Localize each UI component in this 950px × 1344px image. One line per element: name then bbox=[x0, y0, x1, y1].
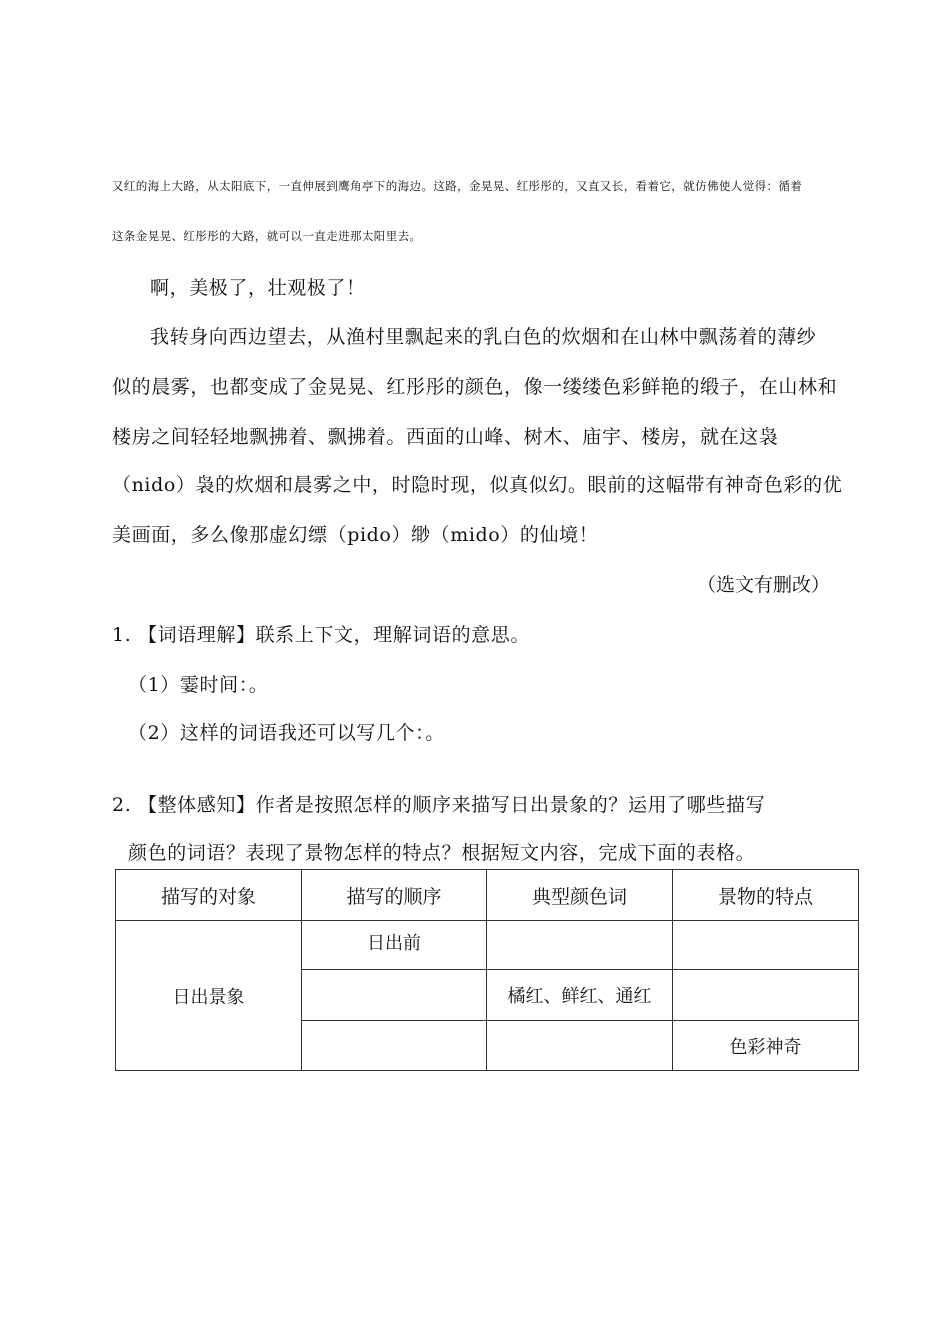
table-row bbox=[116, 921, 859, 970]
cell-order bbox=[302, 1021, 487, 1071]
cell-object: 日出景象 bbox=[116, 921, 302, 1071]
cell-color bbox=[487, 1021, 673, 1071]
passage-para-line-3: 楼房之间轻轻地飘拂着、飘拂着。西面的山峰、树木、庙宇、楼房，就在这袅 bbox=[112, 426, 779, 448]
cell-feature bbox=[673, 970, 859, 1021]
passage-small-line-1: 又红的海上大路，从太阳底下，一直伸展到鹰角亭下的海边。这路，金晃晃、红彤彤的，又直又长，看着它，就仿佛使人觉得：循着 bbox=[112, 179, 803, 193]
header-object: 描写的对象 bbox=[116, 870, 302, 921]
header-color: 典型颜色词 bbox=[487, 870, 673, 921]
passage-para-line-5: 美画面，多么像那虚幻缥（pido）缈（mido）的仙境！ bbox=[112, 524, 599, 546]
question-1-title: 1. 【词语理解】联系上下文，理解词语的意思。 bbox=[112, 624, 530, 646]
cell-feature bbox=[673, 921, 859, 970]
table-header-row bbox=[116, 870, 859, 921]
cell-feature: 色彩神奇 bbox=[673, 1021, 859, 1071]
question-1-sub-2: （2）这样的词语我还可以写几个：。 bbox=[128, 722, 445, 744]
cell-order: 日出前 bbox=[302, 921, 487, 970]
header-order: 描写的顺序 bbox=[302, 870, 487, 921]
cell-order bbox=[302, 970, 487, 1021]
question-1-sub-1: （1）霎时间：。 bbox=[128, 674, 269, 696]
question-2-line-2: 颜色的词语？表现了景物怎样的特点？根据短文内容，完成下面的表格。 bbox=[128, 842, 756, 864]
cell-color: 橘红、鲜红、通红 bbox=[487, 970, 673, 1021]
cell-color bbox=[487, 921, 673, 970]
passage-para-line-4: （nido）袅的炊烟和晨雾之中，时隐时现，似真似幻。眼前的这幅带有神奇色彩的优 bbox=[112, 474, 843, 496]
passage-para-line-2: 似的晨雾，也都变成了金晃晃、红彤彤的颜色，像一缕缕色彩鲜艳的缎子，在山林和 bbox=[112, 376, 838, 398]
answer-table bbox=[115, 869, 859, 1071]
passage-small-line-2: 这条金晃晃、红彤彤的大路，就可以一直走进那太阳里去。 bbox=[112, 229, 422, 243]
header-feature: 景物的特点 bbox=[673, 870, 859, 921]
passage-exclaim: 啊，美极了，壮观极了！ bbox=[150, 277, 366, 299]
passage-note: （选文有删改） bbox=[696, 574, 830, 596]
question-2-line-1: 2. 【整体感知】作者是按照怎样的顺序来描写日出景象的？运用了哪些描写 bbox=[112, 794, 766, 816]
passage-para-line-1: 我转身向西边望去，从渔村里飘起来的乳白色的炊烟和在山林中飘荡着的薄纱 bbox=[150, 326, 817, 348]
